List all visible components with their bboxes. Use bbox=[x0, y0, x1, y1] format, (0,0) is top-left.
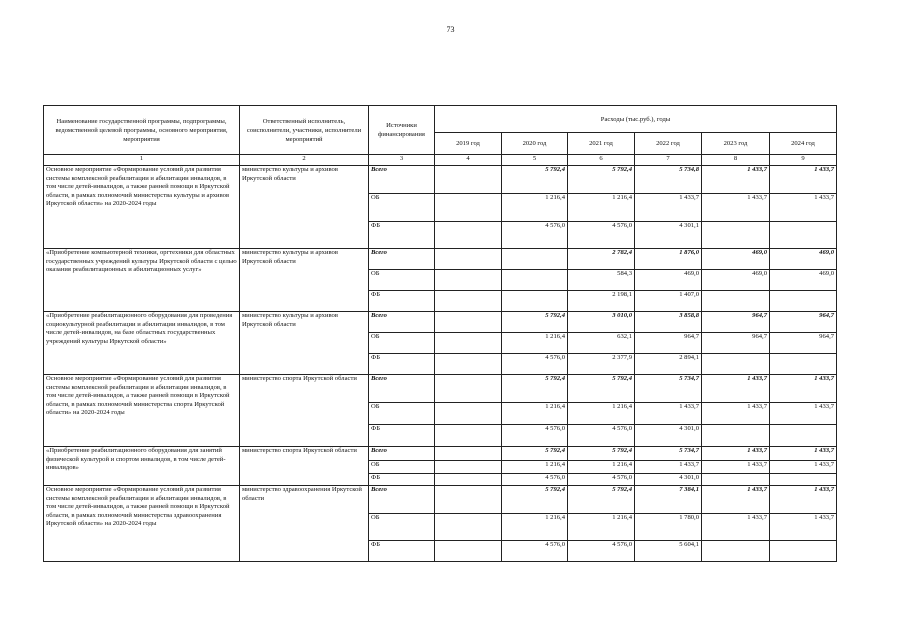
expense-value: 2 377,9 bbox=[568, 354, 635, 375]
column-number: 1 bbox=[44, 155, 240, 166]
expense-value: 1 216,4 bbox=[502, 194, 568, 222]
table-row bbox=[44, 249, 837, 270]
expense-value: 7 384,1 bbox=[635, 486, 702, 514]
column-number: 7 bbox=[635, 155, 702, 166]
expense-value: 4 576,0 bbox=[502, 474, 568, 486]
expense-value bbox=[435, 166, 502, 194]
expense-value: 5 604,1 bbox=[635, 541, 702, 562]
expense-value: 469,0 bbox=[702, 249, 770, 270]
expense-value: 1 433,7 bbox=[770, 447, 837, 461]
column-number: 6 bbox=[568, 155, 635, 166]
expense-value bbox=[702, 291, 770, 312]
expense-value bbox=[702, 354, 770, 375]
expense-value: 964,7 bbox=[702, 312, 770, 333]
expense-value: 1 216,4 bbox=[502, 333, 568, 354]
header-year: 2022 год bbox=[635, 133, 702, 155]
expense-value: 1 216,4 bbox=[502, 461, 568, 474]
expense-value: 584,3 bbox=[568, 270, 635, 291]
expense-value bbox=[435, 461, 502, 474]
expense-value: 4 576,0 bbox=[502, 425, 568, 447]
expense-value bbox=[435, 514, 502, 541]
expense-value: 1 433,7 bbox=[770, 194, 837, 222]
expense-value bbox=[770, 425, 837, 447]
expense-value: 5 734,7 bbox=[635, 375, 702, 403]
expense-value: 1 433,7 bbox=[770, 514, 837, 541]
financing-source: ОБ bbox=[369, 461, 435, 474]
expense-value: 5 792,4 bbox=[502, 375, 568, 403]
financing-source: ФБ bbox=[369, 222, 435, 249]
financing-source: Всего bbox=[369, 312, 435, 333]
expense-value bbox=[702, 222, 770, 249]
table-row bbox=[44, 312, 837, 333]
expense-value: 2 894,1 bbox=[635, 354, 702, 375]
expense-value: 1 876,0 bbox=[635, 249, 702, 270]
column-number: 5 bbox=[502, 155, 568, 166]
expense-value bbox=[435, 474, 502, 486]
header-expenses: Расходы (тыс.руб.), годы bbox=[435, 106, 837, 133]
expense-value bbox=[435, 486, 502, 514]
header-year: 2020 год bbox=[502, 133, 568, 155]
expense-value: 3 010,0 bbox=[568, 312, 635, 333]
financing-source: ФБ bbox=[369, 291, 435, 312]
expense-value: 469,0 bbox=[702, 270, 770, 291]
financing-source: ОБ bbox=[369, 333, 435, 354]
expense-value: 1 216,4 bbox=[502, 403, 568, 425]
column-number: 4 bbox=[435, 155, 502, 166]
expense-value: 1 433,7 bbox=[702, 461, 770, 474]
expense-value: 4 301,0 bbox=[635, 474, 702, 486]
expense-value bbox=[770, 474, 837, 486]
financing-source: ОБ bbox=[369, 270, 435, 291]
table-row bbox=[44, 375, 837, 403]
expense-value: 4 576,0 bbox=[568, 474, 635, 486]
expense-value: 1 433,7 bbox=[635, 461, 702, 474]
expense-value: 964,7 bbox=[635, 333, 702, 354]
header-year: 2019 год bbox=[435, 133, 502, 155]
table-row bbox=[44, 486, 837, 514]
expense-value bbox=[435, 333, 502, 354]
expense-value: 1 216,4 bbox=[568, 461, 635, 474]
expense-value: 1 780,0 bbox=[635, 514, 702, 541]
expense-value: 4 301,0 bbox=[635, 425, 702, 447]
financing-source: ФБ bbox=[369, 474, 435, 486]
expense-value: 5 734,7 bbox=[635, 447, 702, 461]
financing-source: Всего bbox=[369, 166, 435, 194]
event-name: «Приобретение реабилитационного оборудования для проведения социокультурной реабилитации и абилитации инвалидов, в том числе детей-инвалидов, на базе областных государственных учреждений культуры Иркутской области» bbox=[44, 312, 240, 375]
financing-table bbox=[43, 105, 837, 562]
financing-source: Всего bbox=[369, 249, 435, 270]
expense-value: 1 433,7 bbox=[770, 461, 837, 474]
header-year: 2023 год bbox=[702, 133, 770, 155]
expense-value bbox=[435, 222, 502, 249]
header-year: 2021 год bbox=[568, 133, 635, 155]
column-number: 2 bbox=[240, 155, 369, 166]
expense-value: 1 433,7 bbox=[702, 166, 770, 194]
expense-value bbox=[502, 270, 568, 291]
expense-value bbox=[502, 249, 568, 270]
expense-value: 469,0 bbox=[770, 270, 837, 291]
expense-value: 5 792,4 bbox=[568, 447, 635, 461]
expense-value bbox=[435, 375, 502, 403]
expense-value: 1 433,7 bbox=[635, 403, 702, 425]
column-number: 8 bbox=[702, 155, 770, 166]
expense-value: 469,0 bbox=[635, 270, 702, 291]
table-row bbox=[44, 447, 837, 461]
column-number: 9 bbox=[770, 155, 837, 166]
financing-source: Всего bbox=[369, 486, 435, 514]
table-row bbox=[44, 166, 837, 194]
executor: министерство культуры и архивов Иркутской области bbox=[240, 249, 369, 312]
financing-source: Всего bbox=[369, 375, 435, 403]
executor: министерство спорта Иркутской области bbox=[240, 447, 369, 486]
expense-value: 5 792,4 bbox=[568, 375, 635, 403]
expense-value bbox=[435, 291, 502, 312]
expense-value: 1 433,7 bbox=[702, 375, 770, 403]
expense-value bbox=[770, 541, 837, 562]
expense-value: 4 576,0 bbox=[502, 541, 568, 562]
expense-value bbox=[770, 291, 837, 312]
financing-source: ОБ bbox=[369, 194, 435, 222]
expense-value: 5 792,4 bbox=[568, 166, 635, 194]
expense-value: 1 433,7 bbox=[702, 403, 770, 425]
expense-value: 1 216,4 bbox=[568, 194, 635, 222]
expense-value bbox=[435, 354, 502, 375]
expense-value: 5 792,4 bbox=[502, 166, 568, 194]
expense-value bbox=[702, 541, 770, 562]
expense-value: 4 576,0 bbox=[568, 425, 635, 447]
expense-value bbox=[702, 425, 770, 447]
expense-value: 1 216,4 bbox=[568, 403, 635, 425]
event-name: «Приобретение реабилитационного оборудования для занятий физической культурой и спортом инвалидов, в том числе детей-инвалидов» bbox=[44, 447, 240, 486]
executor: министерство культуры и архивов Иркутской области bbox=[240, 312, 369, 375]
financing-source: ФБ bbox=[369, 354, 435, 375]
expense-value: 4 576,0 bbox=[502, 354, 568, 375]
expense-value bbox=[702, 474, 770, 486]
expense-value: 1 216,4 bbox=[502, 514, 568, 541]
expense-value: 1 407,0 bbox=[635, 291, 702, 312]
expense-value: 4 576,0 bbox=[502, 222, 568, 249]
expense-value bbox=[435, 249, 502, 270]
expense-value: 3 858,8 bbox=[635, 312, 702, 333]
expense-value: 1 433,7 bbox=[770, 375, 837, 403]
column-number: 3 bbox=[369, 155, 435, 166]
event-name: Основное мероприятие «Формирование условий для развития системы комплексной реабилитации и абилитации инвалидов, в том числе детей-инвалидов, а также ранней помощи в Иркутской области, в рамках полномочий министерства здравоохранения Иркутской области» на 2020-2024 годы bbox=[44, 486, 240, 562]
expense-value bbox=[770, 354, 837, 375]
header-source: Источники финансирования bbox=[369, 106, 435, 155]
expense-value: 4 301,1 bbox=[635, 222, 702, 249]
expense-value: 1 433,7 bbox=[702, 194, 770, 222]
expense-value: 2 782,4 bbox=[568, 249, 635, 270]
event-name: Основное мероприятие «Формирование условий для развития системы комплексной реабилитации и абилитации инвалидов, в том числе детей-инвалидов, а также ранней помощи в Иркутской области, в рамках полномочий министерства культуры и архивов Иркутской области» на 2020-2024 годы bbox=[44, 166, 240, 249]
expense-value: 2 198,1 bbox=[568, 291, 635, 312]
executor: министерство здравоохранения Иркутской области bbox=[240, 486, 369, 562]
expense-value: 964,7 bbox=[702, 333, 770, 354]
header-year: 2024 год bbox=[770, 133, 837, 155]
expense-value bbox=[435, 541, 502, 562]
expense-value bbox=[770, 222, 837, 249]
expense-value: 964,7 bbox=[770, 333, 837, 354]
expense-value: 4 576,0 bbox=[568, 541, 635, 562]
expense-value bbox=[435, 312, 502, 333]
expense-value bbox=[435, 403, 502, 425]
header-name: Наименование государственной программы, подпрограммы, ведомственной целевой программы, основного мероприятия, мероприятия bbox=[44, 106, 240, 155]
financing-source: ФБ bbox=[369, 541, 435, 562]
financing-source: ОБ bbox=[369, 514, 435, 541]
expense-value: 1 433,7 bbox=[702, 447, 770, 461]
event-name: Основное мероприятие «Формирование условий для развития системы комплексной реабилитации и абилитации инвалидов, в том числе детей-инвалидов, а также ранней помощи в Иркутской области, в рамках полномочий министерства спорта Иркутской области» на 2020-2024 годы bbox=[44, 375, 240, 447]
expense-value: 1 433,7 bbox=[770, 166, 837, 194]
expense-value: 1 433,7 bbox=[770, 403, 837, 425]
expense-value: 5 792,4 bbox=[568, 486, 635, 514]
expense-value: 1 433,7 bbox=[635, 194, 702, 222]
expense-value: 5 792,4 bbox=[502, 312, 568, 333]
expense-value: 1 433,7 bbox=[770, 486, 837, 514]
expense-value: 1 433,7 bbox=[702, 514, 770, 541]
event-name: «Приобретение компьютерной техники, оргтехники для областных государственных учреждений культуры Иркутской области с целью оказания реабилитационных и абилитационных услуг» bbox=[44, 249, 240, 312]
expense-value bbox=[435, 447, 502, 461]
expense-value bbox=[435, 270, 502, 291]
expense-value: 632,1 bbox=[568, 333, 635, 354]
expense-value: 469,0 bbox=[770, 249, 837, 270]
financing-source: Всего bbox=[369, 447, 435, 461]
financing-source: ФБ bbox=[369, 425, 435, 447]
expense-value: 4 576,0 bbox=[568, 222, 635, 249]
expense-value: 1 433,7 bbox=[702, 486, 770, 514]
expense-value: 5 734,8 bbox=[635, 166, 702, 194]
page-number: 73 bbox=[446, 25, 455, 34]
executor: министерство культуры и архивов Иркутской области bbox=[240, 166, 369, 249]
executor: министерство спорта Иркутской области bbox=[240, 375, 369, 447]
header-executor: Ответственный исполнитель, соисполнители, участники, исполнители мероприятий bbox=[240, 106, 369, 155]
expense-value: 5 792,4 bbox=[502, 447, 568, 461]
financing-source: ОБ bbox=[369, 403, 435, 425]
expense-value: 964,7 bbox=[770, 312, 837, 333]
expense-value bbox=[435, 194, 502, 222]
expense-value bbox=[502, 291, 568, 312]
expense-value bbox=[435, 425, 502, 447]
expense-value: 5 792,4 bbox=[502, 486, 568, 514]
expense-value: 1 216,4 bbox=[568, 514, 635, 541]
